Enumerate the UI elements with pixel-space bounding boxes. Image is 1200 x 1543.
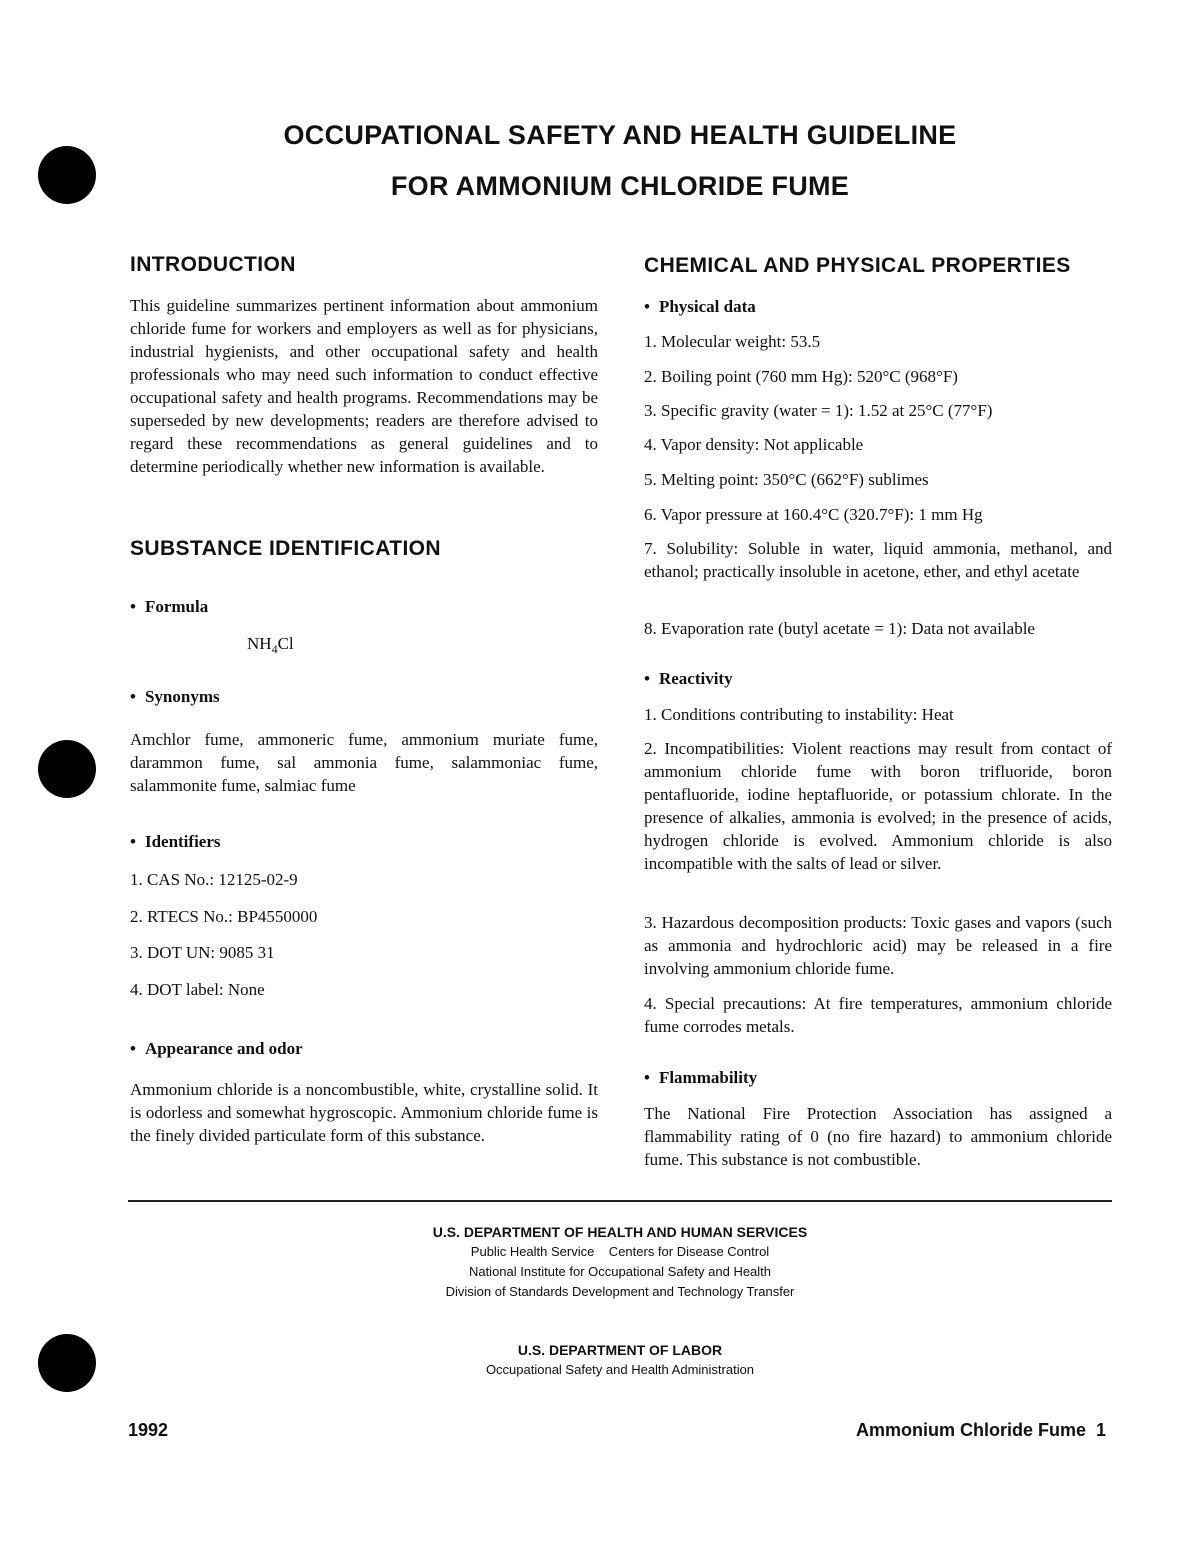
- physical-data-item: 1. Molecular weight: 53.5: [644, 332, 821, 351]
- formula-suffix: Cl: [277, 634, 294, 653]
- physical-data-item: 3. Specific gravity (water = 1): 1.52 at 25°C (77°F): [644, 401, 993, 420]
- introduction-text: This guideline summarizes pertinent information about ammonium chloride fume for workers and employers as well as for physicians, industrial hygienists, and other occupational safety and health professionals who may need such information to conduct effective occupational safety and health programs. Recommendations may be superseded by new developments; readers are therefore advised to regard these recommendations as general guidelines and to determine periodically whether new information is available.: [130, 296, 598, 476]
- chemical-properties-heading: CHEMICAL AND PHYSICAL PROPERTIES: [644, 254, 1071, 277]
- flammability-label: • Flammability: [644, 1066, 757, 1089]
- chemical-formula: [247, 632, 294, 661]
- physical-data-item: 4. Vapor density: Not applicable: [644, 435, 864, 454]
- hhs-department: U.S. DEPARTMENT OF HEALTH AND HUMAN SERVICES: [432, 1224, 808, 1240]
- reactivity-label: • Reactivity: [644, 667, 733, 690]
- labor-osha: Occupational Safety and Health Administration: [485, 1362, 755, 1377]
- identifier-item: 2. RTECS No.: BP4550000: [130, 907, 318, 926]
- identifiers-label: • Identifiers: [130, 830, 221, 853]
- reactivity-item: 2. Incompatibilities: Violent reactions may result from contact of ammonium chloride fume with boron trifluoride, boron pentafluoride, iodine heptafluoride, or potassium chlorate. In the presence of alkalies, ammonia is evolved; in the presence of acids, hydrogen chloride is evolved. Ammonium chloride is also incompatible with the salts of lead or silver.: [644, 739, 1112, 873]
- physical-data-item: 7. Solubility: Soluble in water, liquid ammonia, methanol, and ethanol; practically insoluble in acetone, ether, and ethyl acetate: [644, 539, 1112, 581]
- running-footer: [856, 1420, 1106, 1441]
- formula-prefix: NH: [247, 634, 272, 653]
- physical-data-item: 6. Vapor pressure at 160.4°C (320.7°F): 1 mm Hg: [644, 505, 983, 524]
- reactivity-item: 3. Hazardous decomposition products: Toxic gases and vapors (such as ammonia and hydrochloric acid) may be released in a fire involving ammonium chloride fume.: [644, 913, 1112, 978]
- synonyms-label: • Synonyms: [130, 685, 220, 708]
- footer-divider: [128, 1200, 1112, 1202]
- labor-block: [0, 1340, 1200, 1380]
- identifier-item: 4. DOT label: None: [130, 980, 265, 999]
- formula-subscript: 4: [271, 642, 278, 656]
- appearance-text: Ammonium chloride is a noncombustible, white, crystalline solid. It is odorless and somewhat hygroscopic. Ammonium chloride fume is the finely divided particulate form of this substance.: [130, 1080, 598, 1145]
- hhs-agencies: Public Health Service Centers for Disease Control: [470, 1244, 770, 1259]
- hhs-block: [0, 1222, 1200, 1302]
- flammability-text: The National Fire Protection Association has assigned a flammability rating of 0 (no fire hazard) to ammonium chloride fume. This substance is not combustible.: [644, 1104, 1112, 1169]
- reactivity-item: 4. Special precautions: At fire temperatures, ammonium chloride fume corrodes metals.: [644, 994, 1112, 1036]
- formula-label: • Formula: [130, 595, 208, 618]
- punch-hole-middle: [38, 740, 96, 798]
- identifier-item: 1. CAS No.: 12125-02-9: [130, 870, 298, 889]
- publication-year: 1992: [128, 1420, 169, 1440]
- document-title-line-1: OCCUPATIONAL SAFETY AND HEALTH GUIDELINE: [283, 120, 957, 150]
- reactivity-item: 1. Conditions contributing to instability: Heat: [644, 705, 954, 724]
- running-title: Ammonium Chloride Fume: [855, 1420, 1086, 1440]
- hhs-niosh: National Institute for Occupational Safety and Health: [468, 1264, 772, 1279]
- appearance-label: • Appearance and odor: [130, 1037, 303, 1060]
- physical-data-item: 8. Evaporation rate (butyl acetate = 1): Data not available: [644, 619, 1035, 638]
- page-number: 1: [1095, 1420, 1106, 1440]
- identifier-item: 3. DOT UN: 9085 31: [130, 943, 275, 962]
- synonyms-text: Amchlor fume, ammoneric fume, ammonium muriate fume, darammon fume, sal ammonia fume, salammoniac fume, salammonite fume, salmiac fume: [130, 730, 598, 795]
- physical-data-item: 2. Boiling point (760 mm Hg): 520°C (968°F): [644, 367, 958, 386]
- substance-identification-heading: SUBSTANCE IDENTIFICATION: [130, 537, 441, 560]
- physical-data-item: 5. Melting point: 350°C (662°F) sublimes: [644, 470, 929, 489]
- physical-data-label: • Physical data: [644, 295, 756, 318]
- hhs-division: Division of Standards Development and Technology Transfer: [445, 1284, 795, 1299]
- labor-department: U.S. DEPARTMENT OF LABOR: [517, 1342, 723, 1358]
- introduction-heading: INTRODUCTION: [130, 253, 296, 276]
- document-title-line-2: FOR AMMONIUM CHLORIDE FUME: [390, 171, 850, 201]
